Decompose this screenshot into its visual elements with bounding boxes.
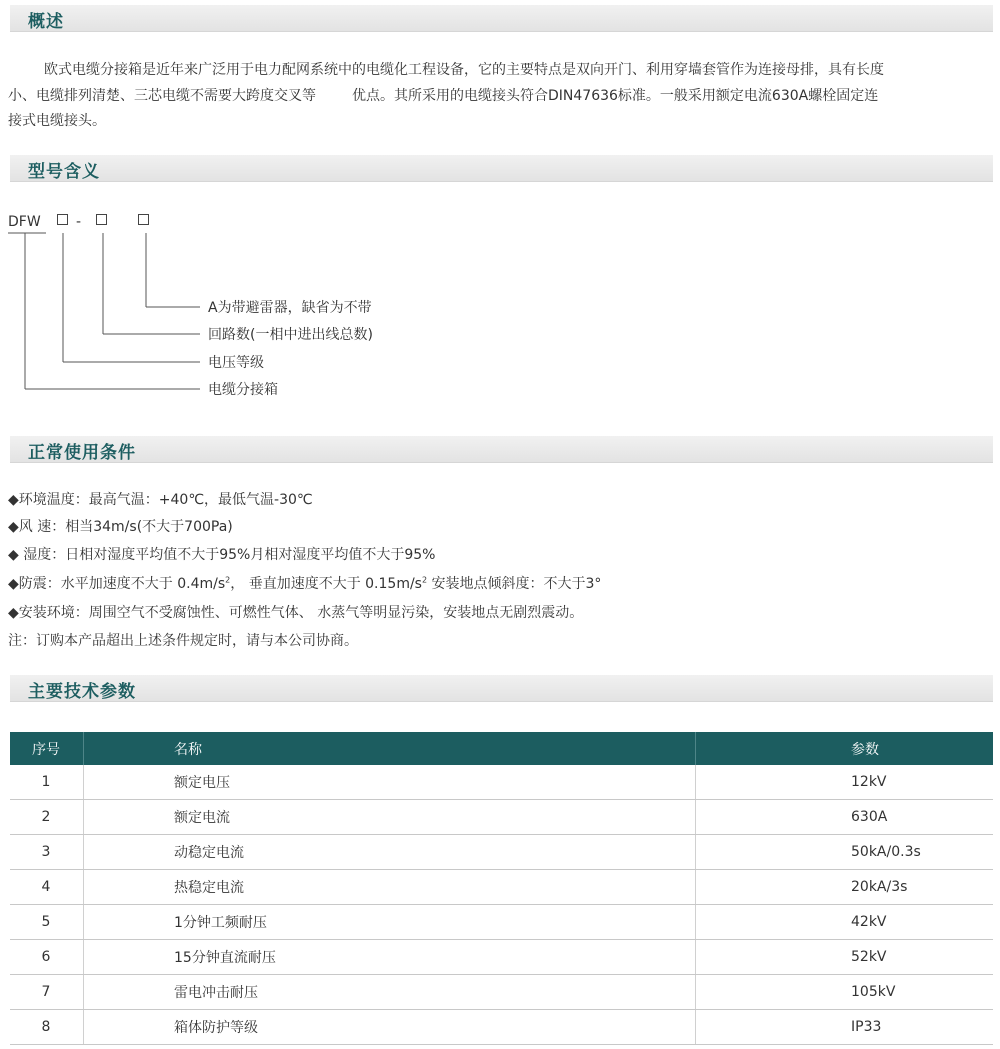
overview-line-1: 欧式电缆分接箱是近年来广泛用于电力配网系统中的电缆化工程设备，它的主要特点是双向开门、利用穿墙套管作为连接母排，具有长度	[44, 62, 884, 78]
header-name: 名称	[84, 732, 696, 765]
bullet-icon: ◆	[8, 492, 19, 508]
row-index: 8	[10, 1010, 84, 1045]
section-header-conditions	[10, 436, 993, 463]
bullet-icon: ◆	[8, 576, 19, 592]
row-value: IP33	[696, 1010, 994, 1045]
row-index: 6	[10, 940, 84, 975]
overview-line-3: 接式电缆接头。	[8, 113, 106, 129]
row-index: 7	[10, 975, 84, 1010]
table-row	[10, 765, 993, 800]
row-name: 额定电流	[84, 800, 696, 835]
row-value: 12kV	[696, 765, 994, 800]
bullet-icon: ◆	[8, 605, 19, 621]
row-name: 15分钟直流耐压	[84, 940, 696, 975]
section-header-params	[10, 675, 993, 702]
row-name: 热稳定电流	[84, 870, 696, 905]
row-name: 动稳定电流	[84, 835, 696, 870]
condition-seismic: ◆防震：水平加速度不大于 $0.4m/s^2$， 垂直加速度不大于 $0.15m/s^2$ 安装地点倾斜度：不大于3°	[8, 575, 602, 592]
table-header-row	[10, 732, 993, 765]
row-index: 2	[10, 800, 84, 835]
row-name: 箱体防护等级	[84, 1010, 696, 1045]
table-row	[10, 800, 993, 835]
row-name: 额定电压	[84, 765, 696, 800]
condition-note: 注：订购本产品超出上述条件规定时，请与本公司协商。	[8, 633, 358, 649]
table-row	[10, 940, 993, 975]
params-table	[10, 732, 993, 1045]
table-row	[10, 870, 993, 905]
bullet-icon: ◆	[8, 547, 19, 563]
table-row	[10, 835, 993, 870]
condition-wind: ◆风 速：相当34m/s(不大于700Pa)	[8, 519, 233, 535]
model-label-voltage: 电压等级	[208, 355, 264, 371]
model-label-arrester: A为带避雷器，缺省为不带	[208, 300, 372, 316]
row-value: 630A	[696, 800, 994, 835]
row-value: 20kA/3s	[696, 870, 994, 905]
condition-humidity: ◆ 湿度：日相对湿度平均值不大于95%月相对湿度平均值不大于95%	[8, 547, 436, 563]
row-value: 105kV	[696, 975, 994, 1010]
row-index: 4	[10, 870, 84, 905]
section-title: 主要技术参数	[28, 682, 136, 702]
row-value: 50kA/0.3s	[696, 835, 994, 870]
section-title: 正常使用条件	[28, 443, 136, 463]
section-title: 概述	[28, 12, 64, 32]
table-row	[10, 905, 993, 940]
condition-temperature: ◆环境温度：最高气温：+40℃，最低气温-30℃	[8, 492, 313, 508]
overview-line-2: 小、电缆排列清楚、三芯电缆不需要大跨度交叉等	[8, 87, 316, 104]
model-code-dash: -	[76, 214, 82, 230]
section-title: 型号含义	[28, 162, 100, 182]
model-code-prefix: DFW	[8, 214, 41, 230]
row-name: 雷电冲击耐压	[84, 975, 696, 1010]
bullet-icon: ◆	[8, 519, 19, 535]
row-value: 42kV	[696, 905, 994, 940]
row-name: 1分钟工频耐压	[84, 905, 696, 940]
row-index: 3	[10, 835, 84, 870]
condition-environment: ◆安装环境：周围空气不受腐蚀性、可燃性气体、 水蒸气等明显污染，安装地点无剧烈震动。	[8, 605, 584, 621]
header-value: 参数	[851, 741, 879, 758]
row-value: 52kV	[696, 940, 994, 975]
row-index: 1	[10, 765, 84, 800]
overview-line-2b: 优点。其所采用的电缆接头符合DIN47636标准。一般采用额定电流630A螺栓固定连	[352, 87, 879, 104]
header-index: 序号	[10, 732, 84, 765]
table-row	[10, 1010, 993, 1045]
model-tree-lines	[0, 0, 1000, 420]
row-index: 5	[10, 905, 84, 940]
model-label-box: 电缆分接箱	[208, 382, 278, 398]
model-label-circuits: 回路数(一相中进出线总数)	[208, 327, 373, 343]
table-row	[10, 975, 993, 1010]
